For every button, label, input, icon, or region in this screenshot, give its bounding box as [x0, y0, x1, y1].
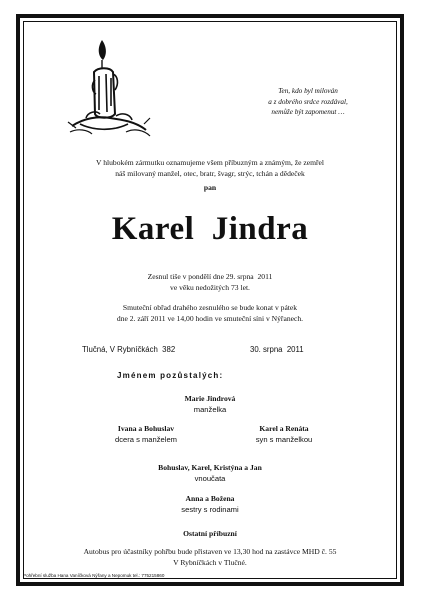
death-text: [23, 272, 397, 293]
deceased-name: Karel Jindra: [111, 211, 309, 247]
mourner-name: Karel a Renáta: [259, 424, 309, 433]
mourner-relation: sestry s rodinami: [181, 505, 239, 514]
funeral-service-footer: Pohřební služba Hana Vaníčková Nýřany a Nepomuk tel.: 775215860: [23, 573, 165, 578]
mourner-name: Anna a Božena: [185, 494, 235, 503]
pan-label: pan: [203, 183, 217, 192]
candle-icon: [66, 34, 152, 138]
mourner-sisters: [23, 493, 397, 515]
quote-line: a z dobrého srdce rozdával,: [268, 97, 348, 106]
mourner-relation: dcera s manželem: [114, 435, 178, 444]
funeral-line: dne 2. září 2011 ve 14,00 hodin ve smuteční síni v Nýřanech.: [116, 313, 304, 323]
intro-line: V hlubokém zármutku oznamujeme všem příbuzným a známým, že zemřel: [95, 158, 325, 167]
death-line: Zesnul tiše v pondělí dne 29. srpna 2011: [147, 272, 273, 281]
mourner-wife: [23, 393, 397, 415]
place-of-residence: Tlučná, V Rybníčkách 382: [82, 345, 176, 354]
notice-date: 30. srpna 2011: [250, 345, 304, 354]
mourner-name: Bohuslav, Karel, Kristýna a Jan: [158, 463, 262, 472]
mourner-name: Ivana a Bohuslav: [117, 424, 175, 433]
mourner-name: Marie Jindrová: [184, 394, 236, 403]
mourner-relation: manželka: [193, 405, 227, 414]
bus-info: [23, 547, 397, 568]
other-relatives: Ostatní příbuzní: [183, 529, 237, 538]
bus-line: Autobus pro účastníky pohřbu bude přistaven ve 13,30 hod na zastávce MHD č. 55: [83, 547, 337, 556]
bus-line: V Rybníčkách v Tlučné.: [173, 557, 247, 567]
funeral-text: [23, 303, 397, 324]
mourner-relation: syn s manželkou: [255, 435, 313, 444]
intro-line: náš milovaný manžel, otec, bratr, švagr, strýc, tchán a dědeček: [115, 168, 305, 178]
intro-text: [23, 158, 397, 179]
mourner-relation: vnoučata: [194, 474, 226, 483]
quote: [248, 86, 368, 118]
quote-line: nemůže být zapomenut …: [271, 108, 345, 116]
mourners-heading: Jménem pozůstalých:: [117, 371, 224, 380]
mourner-daughter: [94, 423, 198, 445]
mourner-son: [232, 423, 336, 445]
quote-line: Ten, kdo byl milován: [278, 87, 338, 95]
mourner-grandchildren: [23, 462, 397, 484]
death-line: ve věku nedožitých 73 let.: [170, 282, 250, 292]
funeral-line: Smuteční obřad drahého zesnulého se bude konat v pátek: [122, 303, 298, 312]
